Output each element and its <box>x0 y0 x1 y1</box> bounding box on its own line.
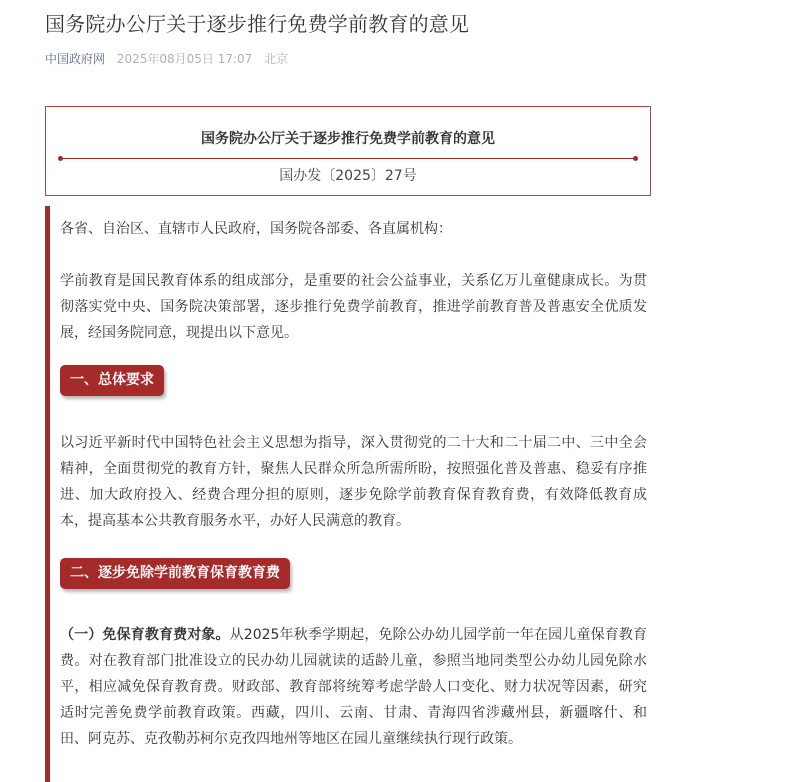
source-link[interactable]: 中国政府网 <box>45 52 106 66</box>
section-heading-general-requirements: 一、总体要求 <box>60 365 164 396</box>
article-meta <box>45 50 288 68</box>
section-heading-fee-exemption: 二、逐步免除学前教育保育教育费 <box>60 558 290 589</box>
item-label: （一）免保育教育费对象。 <box>60 627 230 643</box>
page-title: 国务院办公厅关于逐步推行免费学前教育的意见 <box>45 12 470 36</box>
intro-paragraph: 学前教育是国民教育体系的组成部分，是重要的社会公益事业，关系亿万儿童健康成长。为贯彻落实党中央、国务院决策部署，逐步推行免费学前教育，推进学前教育普及普惠安全优质发展，经国务院同意，现提出以下意见。 <box>60 273 647 341</box>
addressees: 各省、自治区、直辖市人民政府，国务院各部委、各直属机构： <box>60 221 452 237</box>
document-body <box>45 206 651 782</box>
general-requirements-paragraph: 以习近平新时代中国特色社会主义思想为指导，深入贯彻党的二十大和二十届二中、三中全会精神，全面贯彻党的教育方针，聚焦人民群众所急所需所盼，按照强化普及普惠、稳妥有序推进、加大政府投入、经费合理分担的原则，逐步免除学前教育保育教育费，有效降低教育成本，提高基本公共教育服务水平，办好人民满意的教育。 <box>60 435 647 529</box>
publish-date: 2025年08月05日 17:07 <box>116 52 253 66</box>
item-text: 从2025年秋季学期起，免除公办幼儿园学前一年在园儿童保育教育费。对在教育部门批准设立的民办幼儿园就读的适龄儿童，参照当地同类型公办幼儿园免除水平，相应减免保育教育费。财政部、教育部将统筹考虑学龄人口变化、财力状况等因素，研究适时完善免费学前教育政策。西藏，四川、云南、甘肃、青海四省涉藏州县，新疆喀什、和田、阿克苏、克孜勒苏柯尔克孜四地州等地区在园儿童继续执行现行政策。 <box>60 627 647 747</box>
rule-dot-right <box>633 156 638 161</box>
publish-location: 北京 <box>264 52 289 66</box>
document-number: 国办发〔2025〕27号 <box>279 168 417 184</box>
fee-exemption-item-1 <box>60 622 647 752</box>
document-header-box <box>45 106 651 196</box>
divider-rule <box>60 158 636 159</box>
document-title: 国务院办公厅关于逐步推行免费学前教育的意见 <box>201 131 495 147</box>
